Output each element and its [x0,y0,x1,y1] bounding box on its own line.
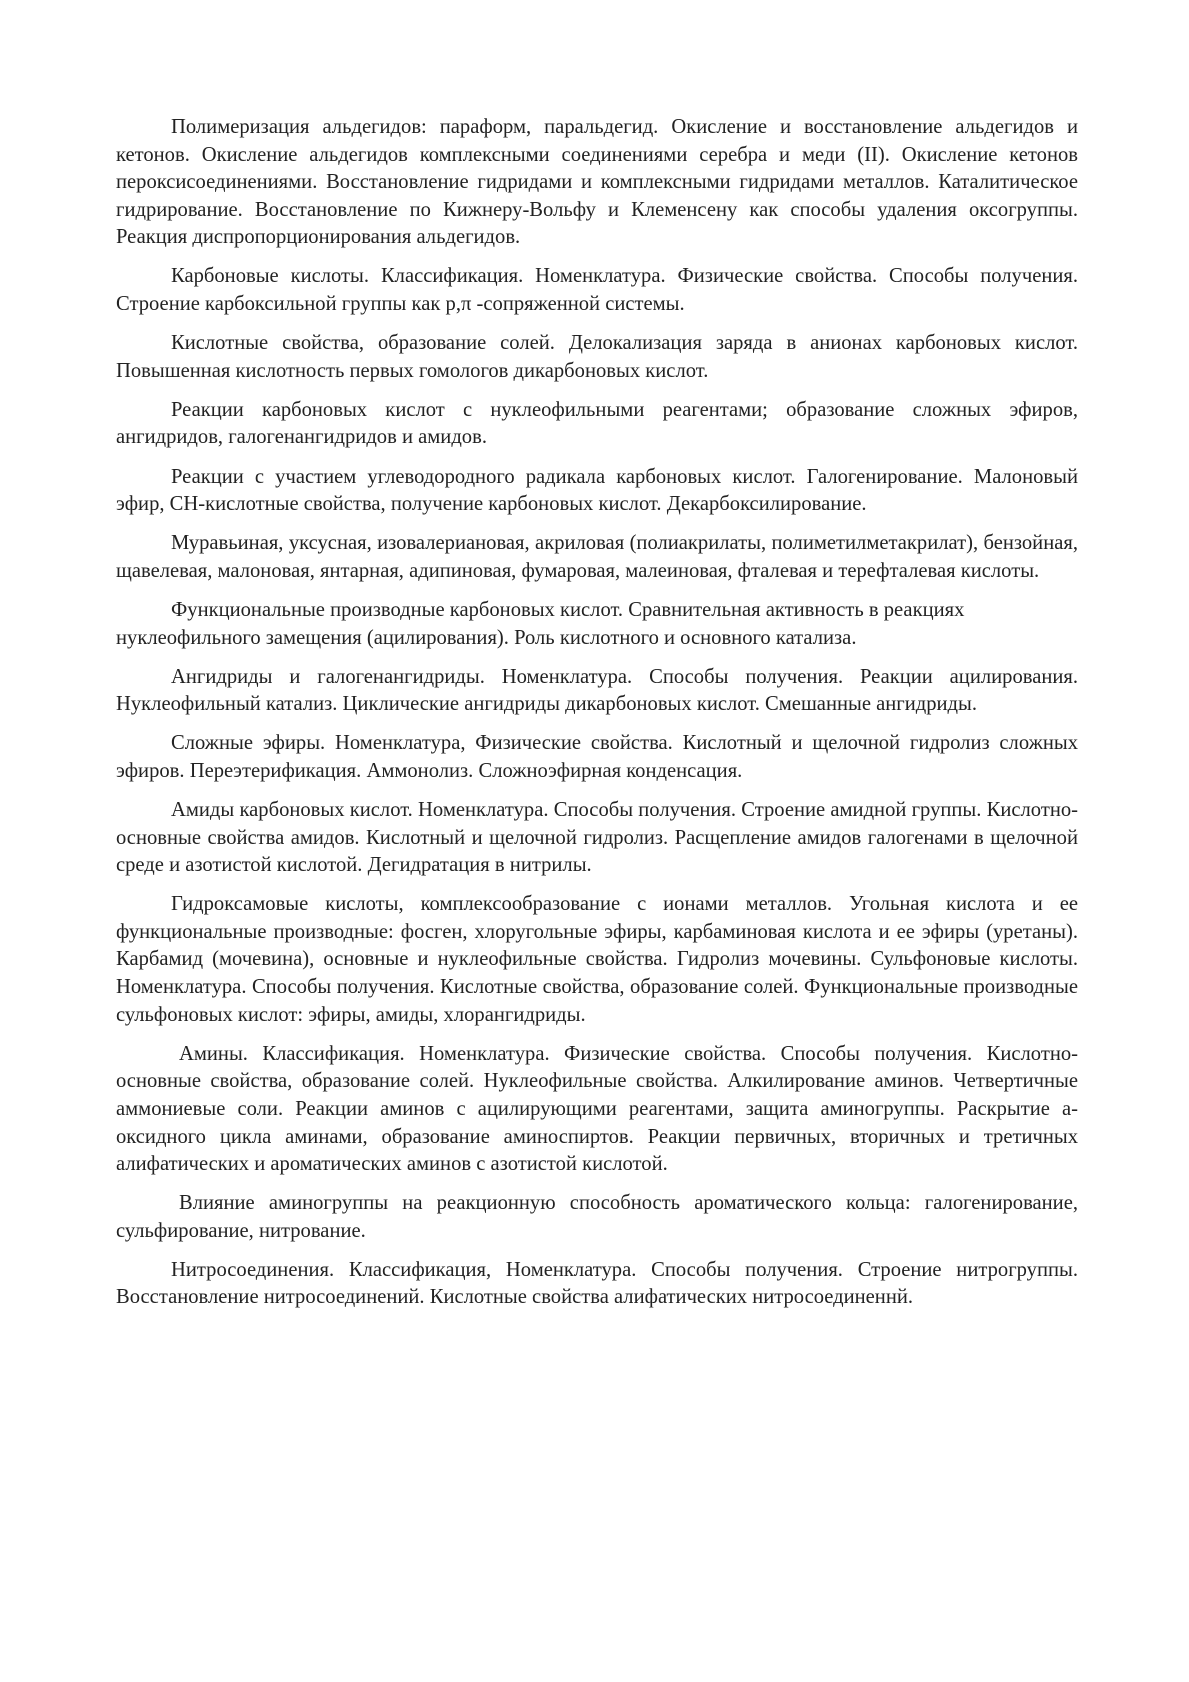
paragraph-nucleophilic-reactions: Реакции карбоновых кислот с нуклеофильными реагентами; образование сложных эфиров, ангидридов, галогенангидридов и амидов. [116,398,1078,449]
paragraph-anhydrides: Ангидриды и галогенангидриды. Номенклатура. Способы получения. Реакции ацилирования. Нуклеофильный катализ. Циклические ангидриды дикарбоновых кислот. Смешанные ангидриды. [116,665,1078,716]
document-body [116,114,1078,1324]
paragraph-carboxylic-acids: Карбоновые кислоты. Классификация. Номенклатура. Физические свойства. Способы получения. Строение карбоксильной группы как p,π -сопряженной системы. [116,265,1078,316]
paragraph-hydroxamic-acids: Гидроксамовые кислоты, комплексообразование с ионами металлов. Угольная кислота и ее функциональные производные: фосген, хлоругольные эфиры, карбаминовая кислота и ее эфиры (уретаны). Карбамид (мочевина), основные и нуклеофильные свойства. Гидролиз мочевины. Сульфоновые кислоты. Номенклатура. Способы получения. Кислотные свойства, образование солей. Функциональные производные сульфоновых кислот: эфиры, амиды, хлорангидриды. [116,893,1078,1026]
paragraph-radical-reactions: Реакции с участием углеводородного радикала карбоновых кислот. Галогенирование. Малоновый эфир, CH-кислотные свойства, получение карбоновых кислот. Декарбоксилирование. [116,465,1078,516]
paragraph-amino-group-influence: Влияние аминогруппы на реакционную способность ароматического кольца: галогенирование, сульфирование, нитрование. [116,1192,1078,1242]
paragraph-aldehyde-reactions: Полимеризация альдегидов: параформ, паральдегид. Окисление и восстановление альдегидов и кетонов. Окисление альдегидов комплексными соединениями серебра и меди (II). Окисление кетонов пероксисоединениями. Восстановление гидридами и комплексными гидридами металлов. Каталитическое гидрирование. Восстановление по Кижнеру-Вольфу и Клеменсену как способы удаления оксогруппы. Реакция диспропорционирования альдегидов. [116,116,1078,249]
paragraph-acid-list: Муравьиная, уксусная, изовалериановая, акриловая (полиакрилаты, полиметилметакрилат), бензойная, щавелевая, малоновая, янтарная, адипиновая, фумаровая, малеиновая, фталевая и терефталевая кислоты. [116,532,1078,582]
paragraph-acidic-properties: Кислотные свойства, образование солей. Делокализация заряда в анионах карбоновых кислот. Повышенная кислотность первых гомологов дикарбоновых кислот. [116,332,1078,382]
paragraph-amides: Амиды карбоновых кислот. Номенклатура. Способы получения. Строение амидной группы. Кислотно-основные свойства амидов. Кислотный и щелочной гидролиз. Расщепление амидов галогенами в щелочной среде и азотистой кислотой. Дегидратация в нитрилы. [116,798,1078,877]
paragraph-functional-derivatives: Функциональные производные карбоновых кислот. Сравнительная активность в реакциях нуклеофильного замещения (ацилирования). Роль кислотного и основного катализа. [116,598,965,649]
paragraph-nitro-compounds: Нитросоединения. Классификация, Номенклатура. Способы получения. Строение нитрогруппы. Восстановление нитросоединений. Кислотные свойства алифатических нитросоединеннй. [116,1258,1078,1309]
paragraph-esters: Сложные эфиры. Номенклатура, Физические свойства. Кислотный и щелочной гидролиз сложных эфиров. Переэтерификация. Аммонолиз. Сложноэфирная конденсация. [116,732,1078,782]
paragraph-amines: Амины. Классификация. Номенклатура. Физические свойства. Способы получения. Кислотно-основные свойства, образование солей. Нуклеофильные свойства. Алкилирование аминов. Четвертичные аммониевые соли. Реакции аминов с ацилирующими реагентами, защита аминогруппы. Раскрытие а-оксидного цикла аминами, образование аминоспиртов. Реакции первичных, вторичных и третичных алифатических и ароматических аминов с азотистой кислотой. [116,1042,1078,1176]
